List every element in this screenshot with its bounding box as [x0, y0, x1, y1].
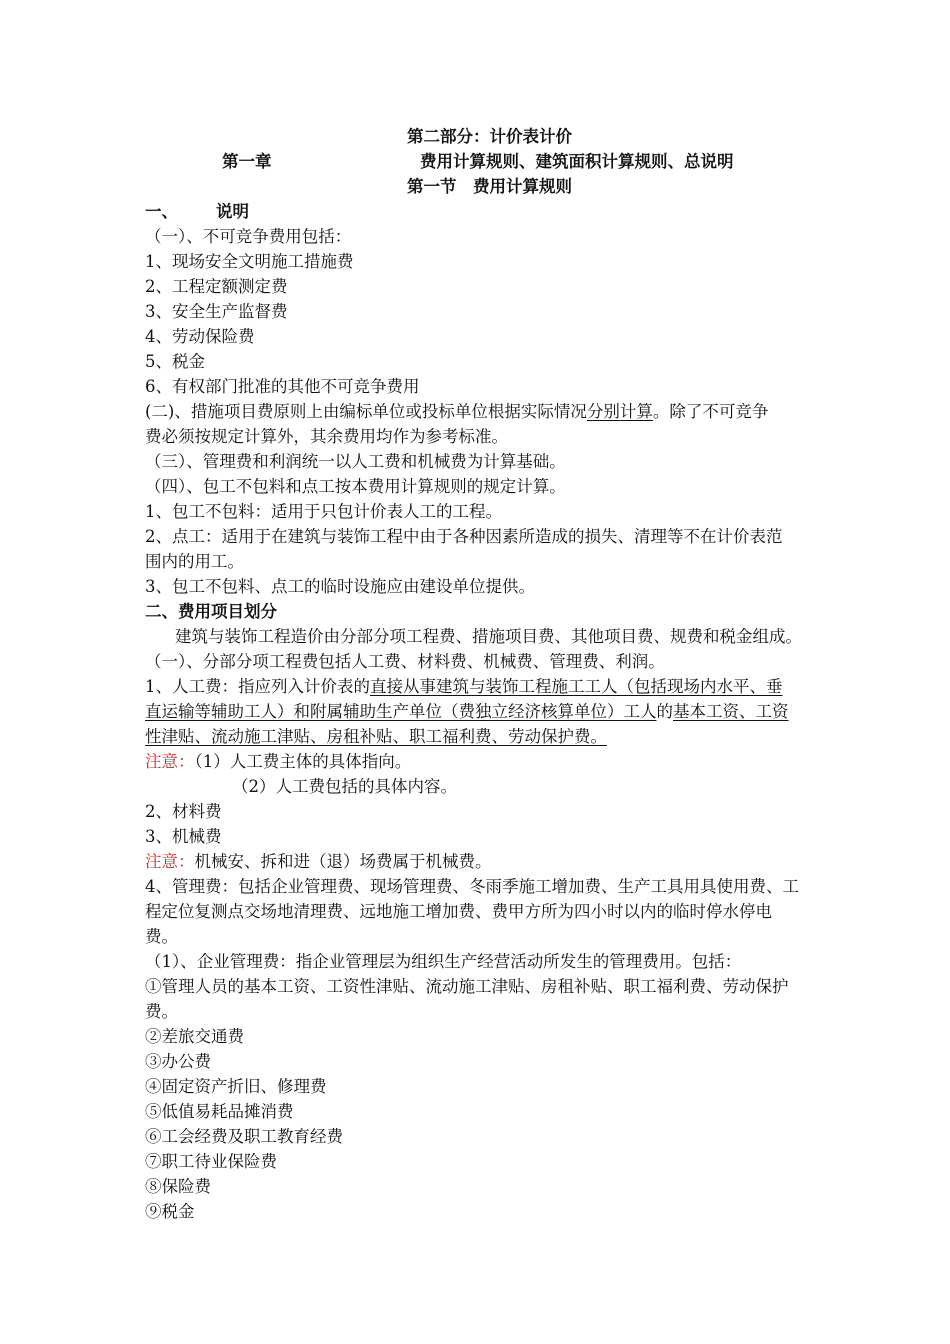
list-item: 2、工程定额测定费	[145, 277, 288, 296]
list-item: 5、税金	[145, 352, 205, 371]
chapter-label: 第一章	[222, 152, 272, 171]
paragraph-intro: 建筑与装饰工程造价由分部分项工程费、措施项目费、其他项目费、规费和税金组成。	[175, 627, 802, 646]
list-item: ④固定资产折旧、修理费	[145, 1077, 327, 1096]
paragraph-continuation: 费。	[145, 927, 178, 946]
paragraph: （1）、企业管理费：指企业管理层为组织生产经营活动所发生的管理费用。包括：	[145, 952, 742, 971]
note-label: 注意：	[145, 852, 195, 871]
list-item: ③办公费	[145, 1052, 211, 1071]
note-2: （2）人工费包括的具体内容。	[232, 777, 457, 796]
heading-text: 说明	[216, 202, 249, 221]
paragraph: （三）、管理费和利润统一以人工费和机械费为计算基础。	[145, 452, 566, 471]
text-segment: 的	[656, 702, 673, 721]
text-segment: 。除了不可竞争	[652, 402, 769, 421]
list-item: ⑧保险费	[145, 1177, 211, 1196]
note-text: （1）人工费主体的具体指向。	[194, 752, 412, 771]
paragraph: 2、点工：适用于在建筑与装饰工程中由于各种因素所造成的损失、清理等不在计价表范	[145, 527, 783, 546]
heading-number: 一、	[145, 202, 178, 221]
part-title: 第二部分：计价表计价	[407, 127, 572, 146]
list-item: 4、劳动保险费	[145, 327, 255, 346]
note-label: 注意：	[145, 752, 195, 771]
paragraph-continuation: 费。	[145, 1002, 178, 1021]
list-item: 6、有权部门批准的其他不可竞争费用	[145, 377, 420, 396]
paragraph-measures	[145, 399, 875, 424]
underlined-text: 基本工资、工资	[673, 702, 789, 721]
list-item: 2、材料费	[145, 802, 222, 821]
underlined-text: 直运输等辅助工人）和附属辅助生产单位（费独立经济核算单位）工人	[145, 702, 657, 721]
note-text: 机械安、拆和进（退）场费属于机械费。	[194, 852, 492, 871]
paragraph: （四）、包工不包料和点工按本费用计算规则的规定计算。	[145, 477, 566, 496]
text-segment: (二)、措施项目费原则上由编标单位或投标单位根据实际情况	[145, 402, 587, 421]
list-item: 1、现场安全文明施工措施费	[145, 252, 354, 271]
chapter-title: 费用计算规则、建筑面积计算规则、总说明	[420, 152, 734, 171]
paragraph-continuation: 程定位复测点交场地清理费、远地施工增加费、费甲方所为四小时以内的临时停水停电	[145, 902, 772, 921]
paragraph-labor-continuation	[145, 724, 875, 749]
list-item: ⑨税金	[145, 1202, 195, 1221]
list-item: 3、机械费	[145, 827, 222, 846]
underlined-text: 直接从事建筑与装饰工程施工工人（包括现场内水平、垂	[370, 677, 783, 696]
paragraph-labor	[145, 674, 875, 699]
list-item: ⑥工会经费及职工教育经费	[145, 1127, 343, 1146]
list-item: ⑦职工待业保险费	[145, 1152, 277, 1171]
paragraph-continuation: 围内的用工。	[145, 552, 244, 571]
paragraph-labor-continuation	[145, 699, 875, 724]
section-title: 第一节 费用计算规则	[407, 177, 572, 196]
note-3	[145, 849, 875, 874]
paragraph: 1、包工不包料：适用于只包计价表人工的工程。	[145, 502, 502, 521]
list-item: 3、安全生产监督费	[145, 302, 288, 321]
list-item: ②差旅交通费	[145, 1027, 244, 1046]
text-segment: 1、人工费：指应列入计价表的	[145, 677, 370, 696]
underlined-text: 性津贴、流动施工津贴、房租补贴、职工福利费、劳动保护费。	[145, 727, 607, 746]
paragraph: 3、包工不包料、点工的临时设施应由建设单位提供。	[145, 577, 535, 596]
heading-cost-items: 二、费用项目划分	[145, 602, 277, 621]
list-item: ⑤低值易耗品摊消费	[145, 1102, 294, 1121]
paragraph: （一）、分部分项工程费包括人工费、材料费、机械费、管理费、利润。	[145, 652, 665, 671]
paragraph-continuation: 费必须按规定计算外，其余费用均作为参考标准。	[145, 427, 508, 446]
note-1	[145, 749, 875, 774]
paragraph: （一）、不可竞争费用包括：	[145, 227, 352, 246]
heading-explanation	[145, 199, 875, 224]
underlined-text: 分别计算	[586, 402, 653, 421]
list-item: ①管理人员的基本工资、工资性津贴、流动施工津贴、房租补贴、职工福利费、劳动保护	[145, 977, 789, 996]
paragraph-management: 4、管理费：包括企业管理费、现场管理费、冬雨季施工增加费、生产工具用具使用费、工	[145, 877, 799, 896]
